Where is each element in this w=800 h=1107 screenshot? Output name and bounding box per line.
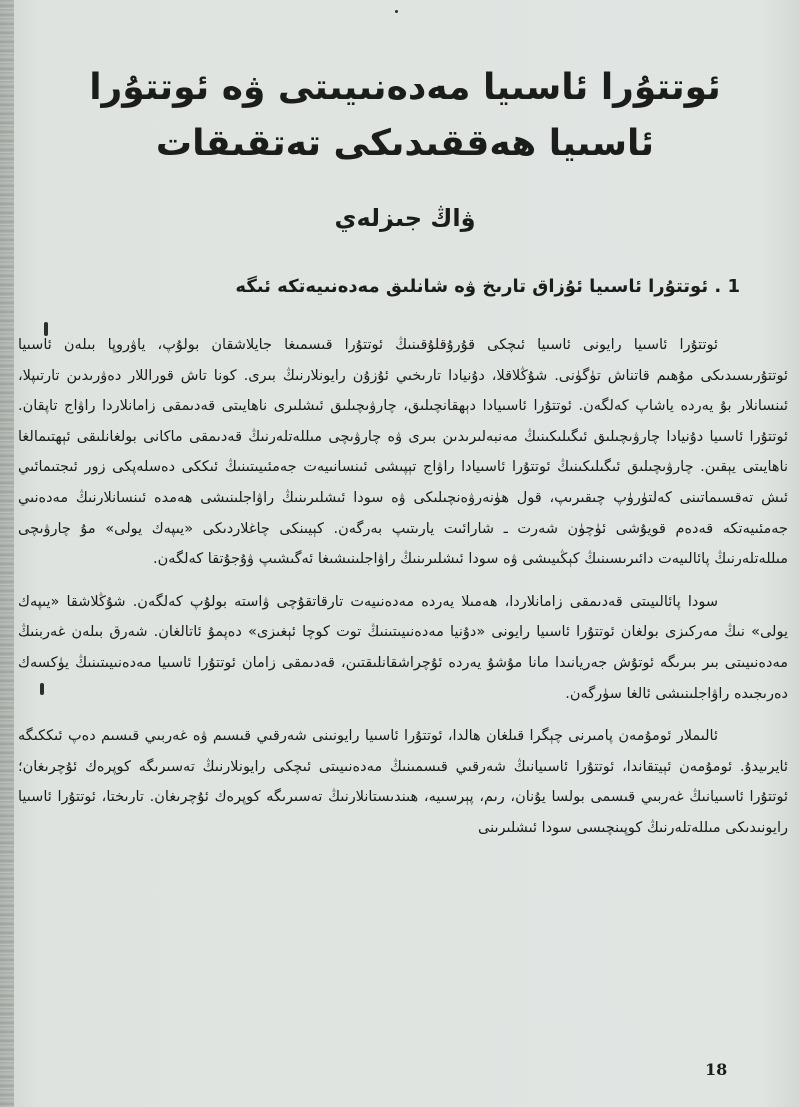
document-title: ئوتتۇرا ئاسىيا مەدەنىيىتى ۋە ئوتتۇرا ئاسىيا ھەققىدىكى تەتقىقات [89,67,721,164]
paragraph-1: ئوتتۇرا ئاسىيا رايونى ئاسىيا ئىچكى قۇرۇقلۇقىنىڭ ئوتتۇرا قىسمىغا جايلاشقان بولۇپ، ياۋروپا بىلەن ئاسىيا ئوتتۇرىسىدىكى مۇھىم قاتناش تۈگۈنى. شۇڭلاقلا، دۇنيادا تارىخىي ئۇزۇن رايونلارنىڭ بىرى. كونا تاش قوراللار دەۋرىدىن تارتىپلا، ئىنسانلار بۇ يەردە ياشاپ كەلگەن. ئوتتۇرا ئاسىيادا دېھقانچىلىق، چارۋىچىلىق ئىشلىرى ناھايىتى قەدىمقى زامانلاردا راۋاج تاپقان. ئوتتۇرا ئاسىيا دۇنيادا چارۋىچىلىق ئىگىلىكىنىڭ مەنبەلىرىدىن بىرى ۋە چارۋىچى مىللەتلەرنىڭ قەدىمقى ماكانى بولغانلىقى ئېھتىمالغا ناھايىتى يېقىن. چارۋىچىلىق ئىگىلىكىنىڭ ئوتتۇرا ئاسىيادا راۋاج تېپىشى ئىنسانىيەت جەمئىيىتىنىڭ ئىككى دەسلەپكى زور ئىجتىمائىي ئىش تەقسىماتىنى كەلتۈرۈپ چىقىرىپ، قول ھۈنەرۋەنچىلىكى ۋە سودا ئىشلىرىنىڭ راۋاجلىنىشى ھەمدە ئىنسانلارنىڭ مەدەنىي جەمئىيەتكە قەدەم قويۇشى ئۈچۈن شەرت ـ شارائىت يارىتىپ بەرگەن. كېيىنكى چاغلاردىكى «يىپەك يولى» مۇ چارۋىچى مىللەتلەرنىڭ پائالىيەت دائىرىسىنىڭ كېڭىيىشى ۋە سودا ئىشلىرىنىڭ راۋاجلىنىشىغا ئەگىشىپ ۋۇجۇتقا كەلگەن. [18,337,788,568]
ink-speck [40,683,44,695]
page-edge-shadow [0,0,14,1107]
author-name: ۋاڭ جىزلەي [334,204,476,232]
paragraph-2: سودا پائالىيىتى قەدىمقى زامانلاردا، ھەمىلا يەردە مەدەنىيەت تارقاتقۇچى ۋاستە بولۇپ كەلگەن. شۇڭلاشقا «يىپەك يولى» نىڭ مەركىزى بولغان ئوتتۇرا ئاسىيا رايونى «دۇنيا مەدەنىيىتىنىڭ توت كوچا ئېغىزى» دەپمۇ ئاتالغان. شەرق بىلەن غەربنىڭ مەدەنىيىتى بىر بىرىگە ئوتۇش جەريانىدا مانا مۇشۇ يەردە ئۇچراشقانلىقتىن، قەدىمقى زامان ئوتتۇرا ئاسىيا مەدەنىيىتىنىڭ يۈكسەك دەرىجىدە راۋاجلىنىشى ئالغا سۈرگەن. [18,593,788,702]
section-heading: 1 . ئوتتۇرا ئاسىيا ئۇزاق تارىخ ۋە شانلىق مەدەنىيەتكە ئىگە [235,276,740,297]
ink-speck [395,10,398,13]
header-block [44,50,766,297]
paragraph-3: ئالىملار ئومۇمەن پامىرنى چېگرا قىلغان ھالدا، ئوتتۇرا ئاسىيا رايونىنى شەرقىي قىسىم ۋە غەربىي قىسىم دەپ ئىككىگە ئايرىيدۇ. ئومۇمەن ئېيتقاندا، ئوتتۇرا ئاسىيانىڭ شەرقىي قىسمىنىڭ مەدەنىيىتى ئىچكى رايونلارنىڭ تەسىرىگە كوپرەك ئۇچرىغان؛ ئوتتۇرا ئاسىيانىڭ غەربىي قىسمى بولسا يۇنان، رىم، پېرسىيە، ھىندىستانلارنىڭ تەسىرىگە كوپرەك ئۇچرىغان. تارىختا، ئوتتۇرا ئاسىيا رايونىدىكى مىللەتلەرنىڭ كوپىنچىسى سودا ئىشلىرىنى [18,728,788,836]
ink-speck [44,322,48,336]
page-number: 18 [705,1060,728,1079]
body-text [18,330,788,844]
